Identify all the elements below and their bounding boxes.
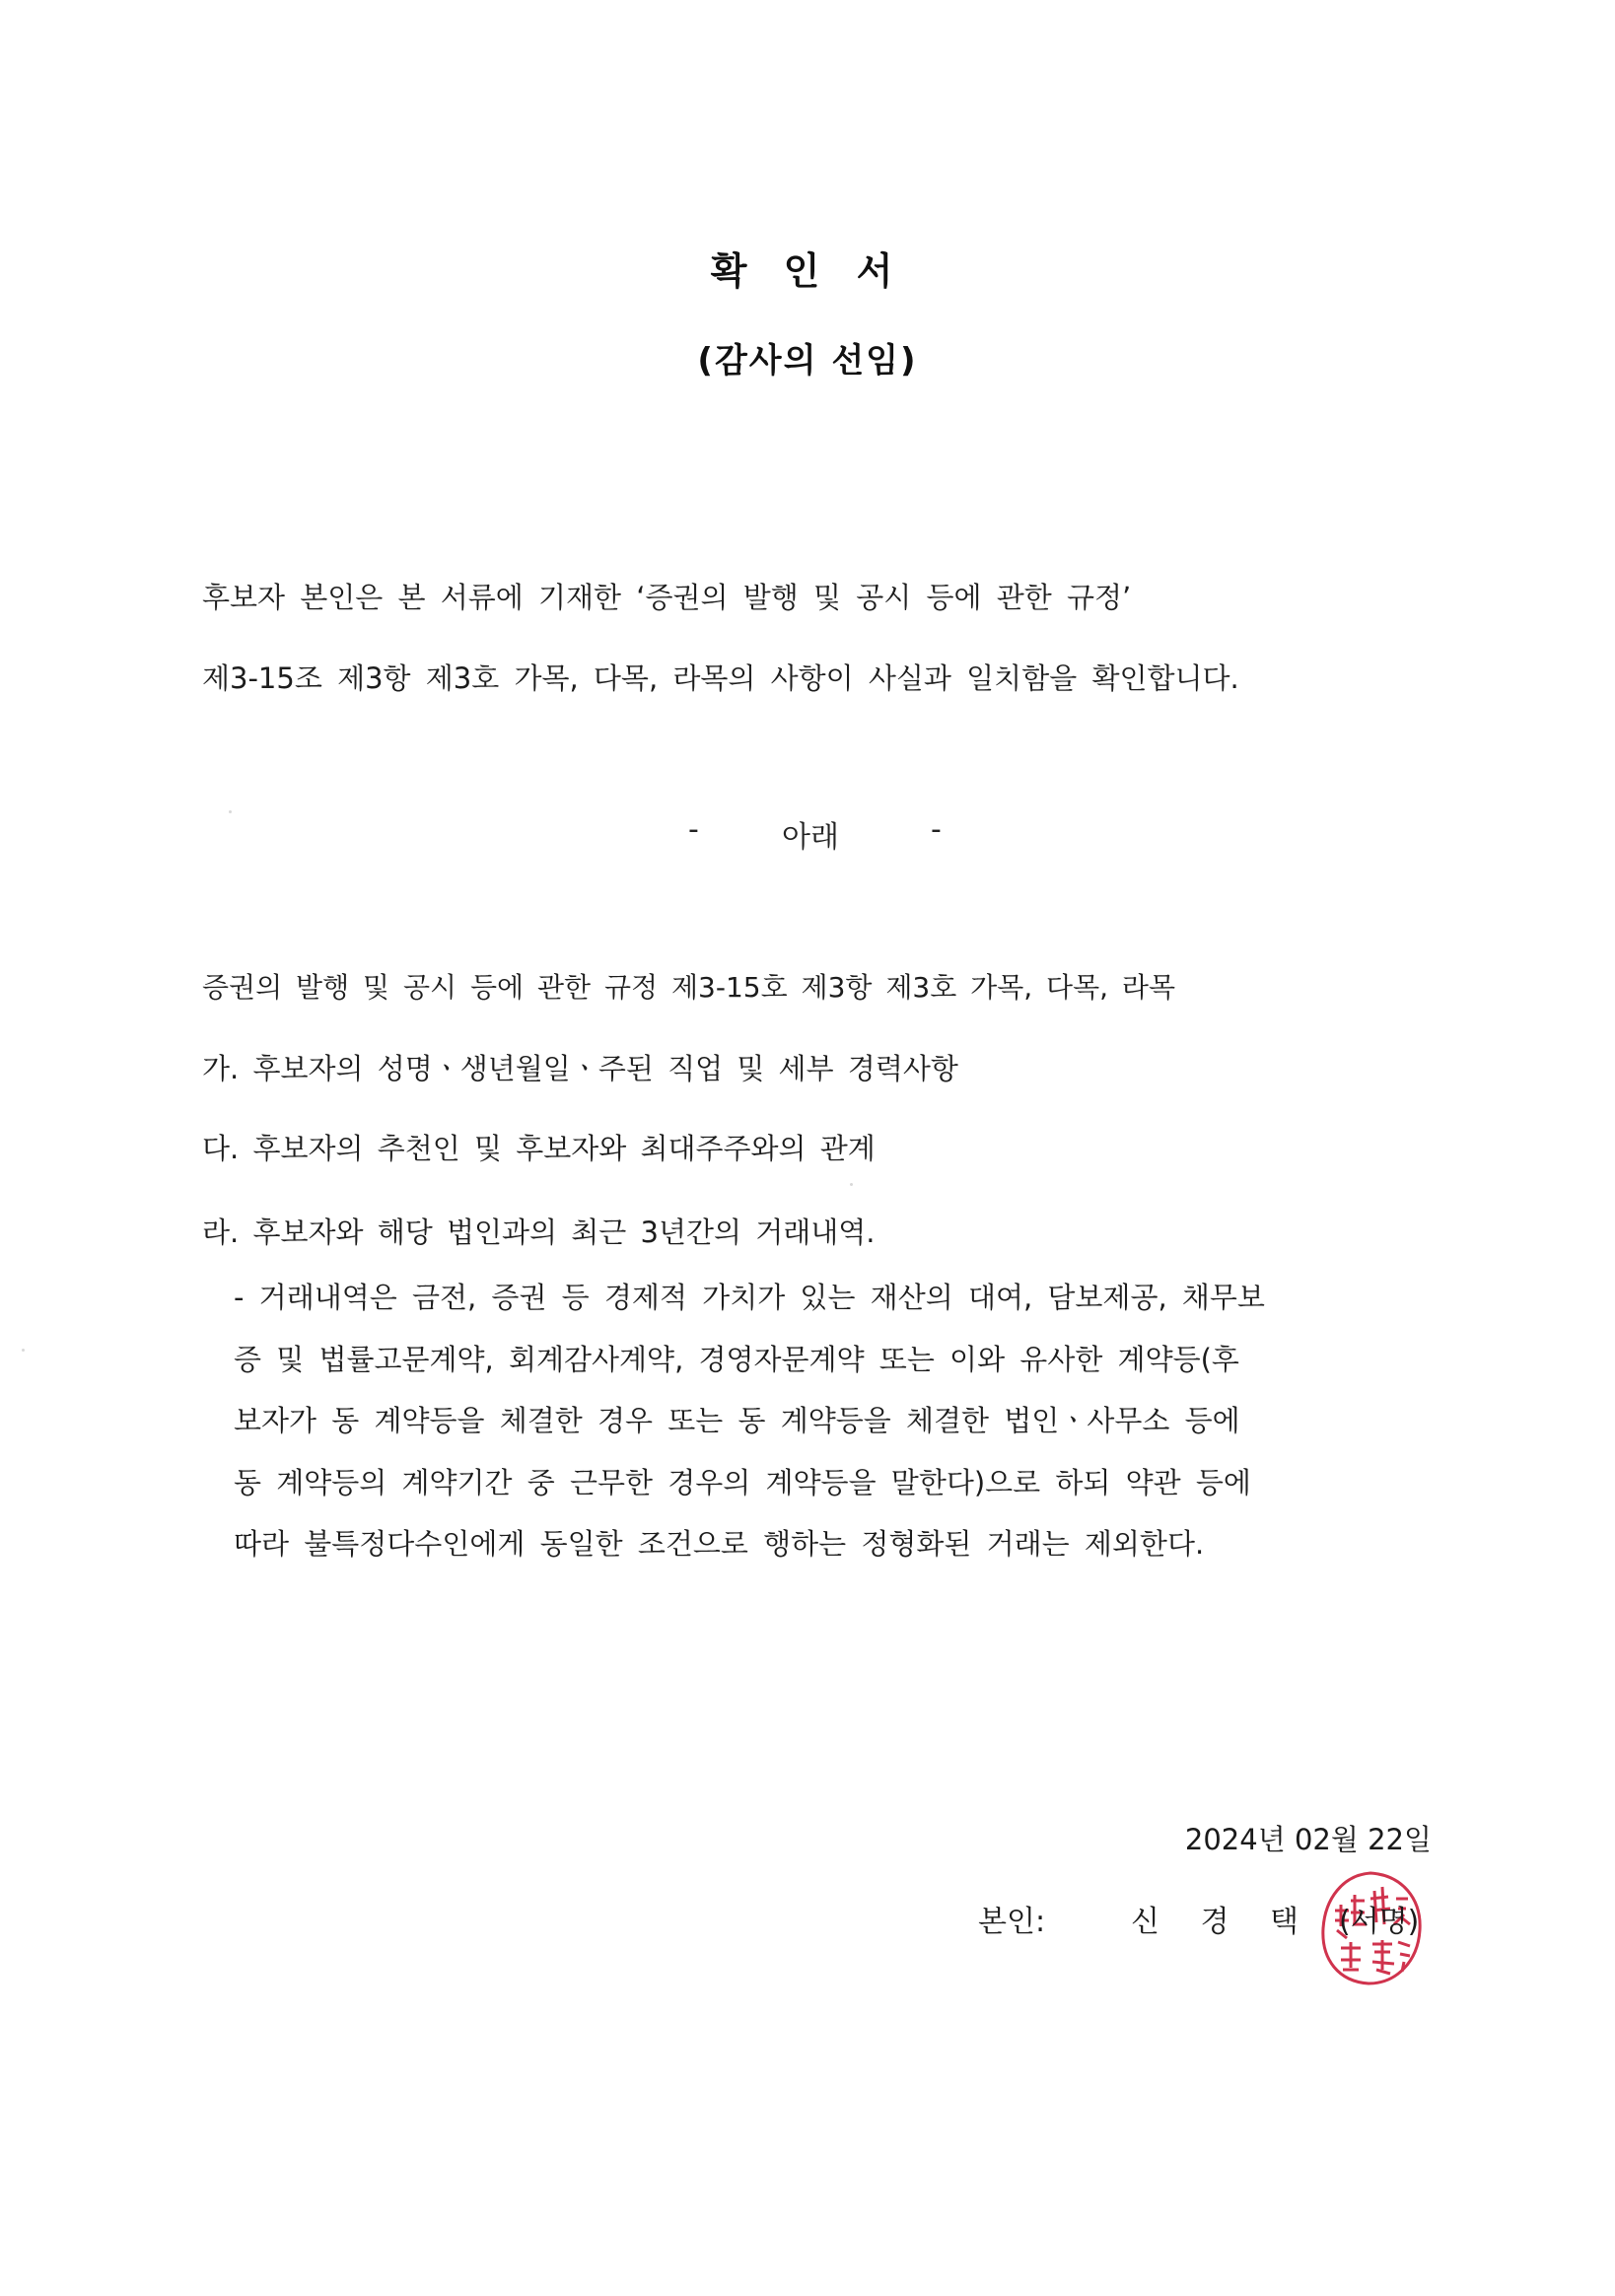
- item-ga: 가. 후보자의 성명ㆍ생년월일ㆍ주된 직업 및 세부 경력사항: [202, 1052, 958, 1085]
- regulation-line: 증권의 발행 및 공시 등에 관한 규정 제3-15호 제3항 제3호 가목, 다목, 라목: [202, 971, 1176, 1004]
- below-heading: 아래: [782, 820, 839, 855]
- intro-line-2: 제3-15조 제3항 제3호 가목, 다목, 라목의 사항이 사실과 일치함을 확인합니다.: [202, 661, 1239, 695]
- intro-line-1: 후보자 본인은 본 서류에 기재한 ‘증권의 발행 및 공시 등에 관한 규정’: [202, 581, 1132, 614]
- document-subtitle: (감사의 선임): [697, 341, 918, 381]
- detail-line: 따라 불특정다수인에게 동일한 조건으로 행하는 정형화된 거래는 제외한다.: [234, 1527, 1205, 1561]
- below-dash-left: -: [688, 812, 699, 847]
- transaction-detail: [234, 1267, 1437, 1575]
- scan-speck: [229, 810, 232, 813]
- scan-speck: [850, 1183, 853, 1186]
- detail-line: 증 및 법률고문계약, 회계감사계약, 경영자문계약 또는 이와 유사한 계약등(후: [234, 1342, 1239, 1376]
- detail-line: 보자가 동 계약등을 체결한 경우 또는 동 계약등을 체결한 법인ㆍ사무소 등에: [234, 1404, 1240, 1437]
- item-da: 다. 후보자의 추천인 및 후보자와 최대주주와의 관계: [202, 1132, 876, 1165]
- detail-line: - 거래내역은 금전, 증권 등 경제적 가치가 있는 재산의 대여, 담보제공, 채무보: [234, 1281, 1265, 1314]
- document-title: 확 인 서: [710, 249, 905, 293]
- signature-mark: (서명): [1339, 1905, 1420, 1939]
- detail-line: 동 계약등의 계약기간 중 근무한 경우의 계약등을 말한다)으로 하되 약관 등에: [234, 1465, 1251, 1499]
- item-ra: 라. 후보자와 해당 법인과의 최근 3년간의 거래내역.: [202, 1216, 876, 1249]
- below-dash-right: -: [931, 812, 942, 847]
- scan-speck: [22, 1349, 25, 1352]
- signer-label: 본인:: [978, 1905, 1046, 1939]
- signer-name: 신 경 택: [1131, 1905, 1315, 1939]
- document-date: 2024년 02월 22일: [1184, 1823, 1432, 1856]
